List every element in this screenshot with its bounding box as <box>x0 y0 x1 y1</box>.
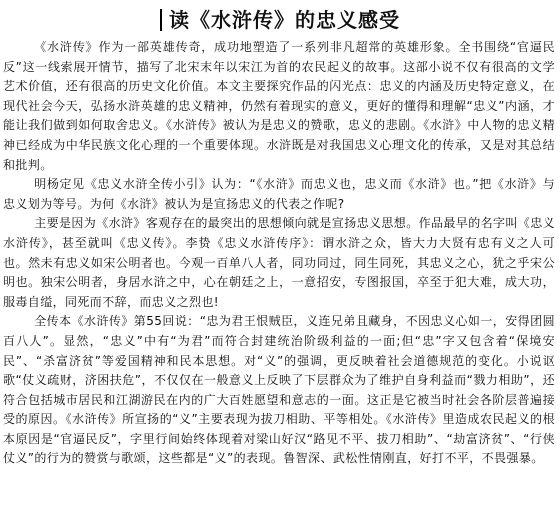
title-row <box>0 6 560 36</box>
paragraph-3: 主要是因为《水浒》客观存在的最突出的思想倾向就是宣扬忠义思想。作品最早的名字叫《忠义水浒传》，甚至就叫《忠义传》。李贽《忠义水浒传序》：谓水浒之众，皆大力大贤有忠有义之人可也。然未有忠义如宋公明者也。今观一百单八人者，同功同过，同生同死，其忠义之心，犹之乎宋公明也。独宋公明者，身居水浒之中，心在朝廷之上，一意招安，专图报国，卒至于犯大难，成大功，服毒自缢，同死而不辞，而忠义之烈也! <box>3 216 555 309</box>
text-cursor <box>160 9 162 31</box>
paragraph-2: 明杨定见《忠义水浒全传小引》认为：“《水浒》而忠义也，忠义而《水浒》也。”把《水浒》与忠义划为等号。为何《水浒》被认为是宣扬忠义的代表之作呢? <box>3 177 555 211</box>
page-title: 读《水浒传》的忠义感受 <box>169 8 401 32</box>
paragraph-1: 《水浒传》作为一部英雄传奇，成功地塑造了一系列非凡超常的英雄形象。全书围绕“官逼民反”这一线索展开情节，描写了北宋末年以宋江为首的农民起义的故事。这部小说不仅有很高的文学艺术价值，还有很高的历史文化价值。本文主要探究作品的闪光点：忠义的内涵及历史特定意义，在现代社会今天，弘扬水浒英雄的忠义精神，仍然有着现实的意义，更好的懂得和理解“忠义”内涵，才能让我们做到如何取舍忠义。《水浒传》被认为是忠义的赞歌，忠义的悲剧。《水浒》中人物的忠义精神已经成为中华民族文化心理的一个重要体现。水浒既是对我国忠义心理文化的传承，又是对其总结和批判。 <box>3 40 555 172</box>
article-body <box>3 38 555 516</box>
paragraph-4: 全传本《水浒传》第55回说：“忠为君王恨贼臣，义连兄弟且藏身，不因忠义心如一，安得团圆百八人”。显然，“忠义”中有“为君”而符合封建统治阶级利益的一面;但“忠”字又包含着“保境安民”、“杀富济贫”等爱国精神和民本思想。对“义”的强调，更反映着社会道德规范的变化。小说讴歌“仗义疏财，济困扶危”，不仅仅在一般意义上反映了下层群众为了维护自身利益而“戮力相助”，还符合包括城市居民和江湖游民在内的广大百姓愿望和意志的一面。这正是它被当时社会各阶层普遍接受的原因。《水浒传》所宣扬的“义”主要表现为拔刀相助、平等相处。《水浒传》里造成农民起义的根本原因是“官逼民反”，字里行间始终体现着对梁山好汉“路见不平、拔刀相助”、“劫富济贫”、“行侠仗义”的行为的赞赏与歌颂，这些都是“义”的表现。鲁智深、武松性情刚直，好打不平，不畏强暴。 <box>3 314 555 466</box>
